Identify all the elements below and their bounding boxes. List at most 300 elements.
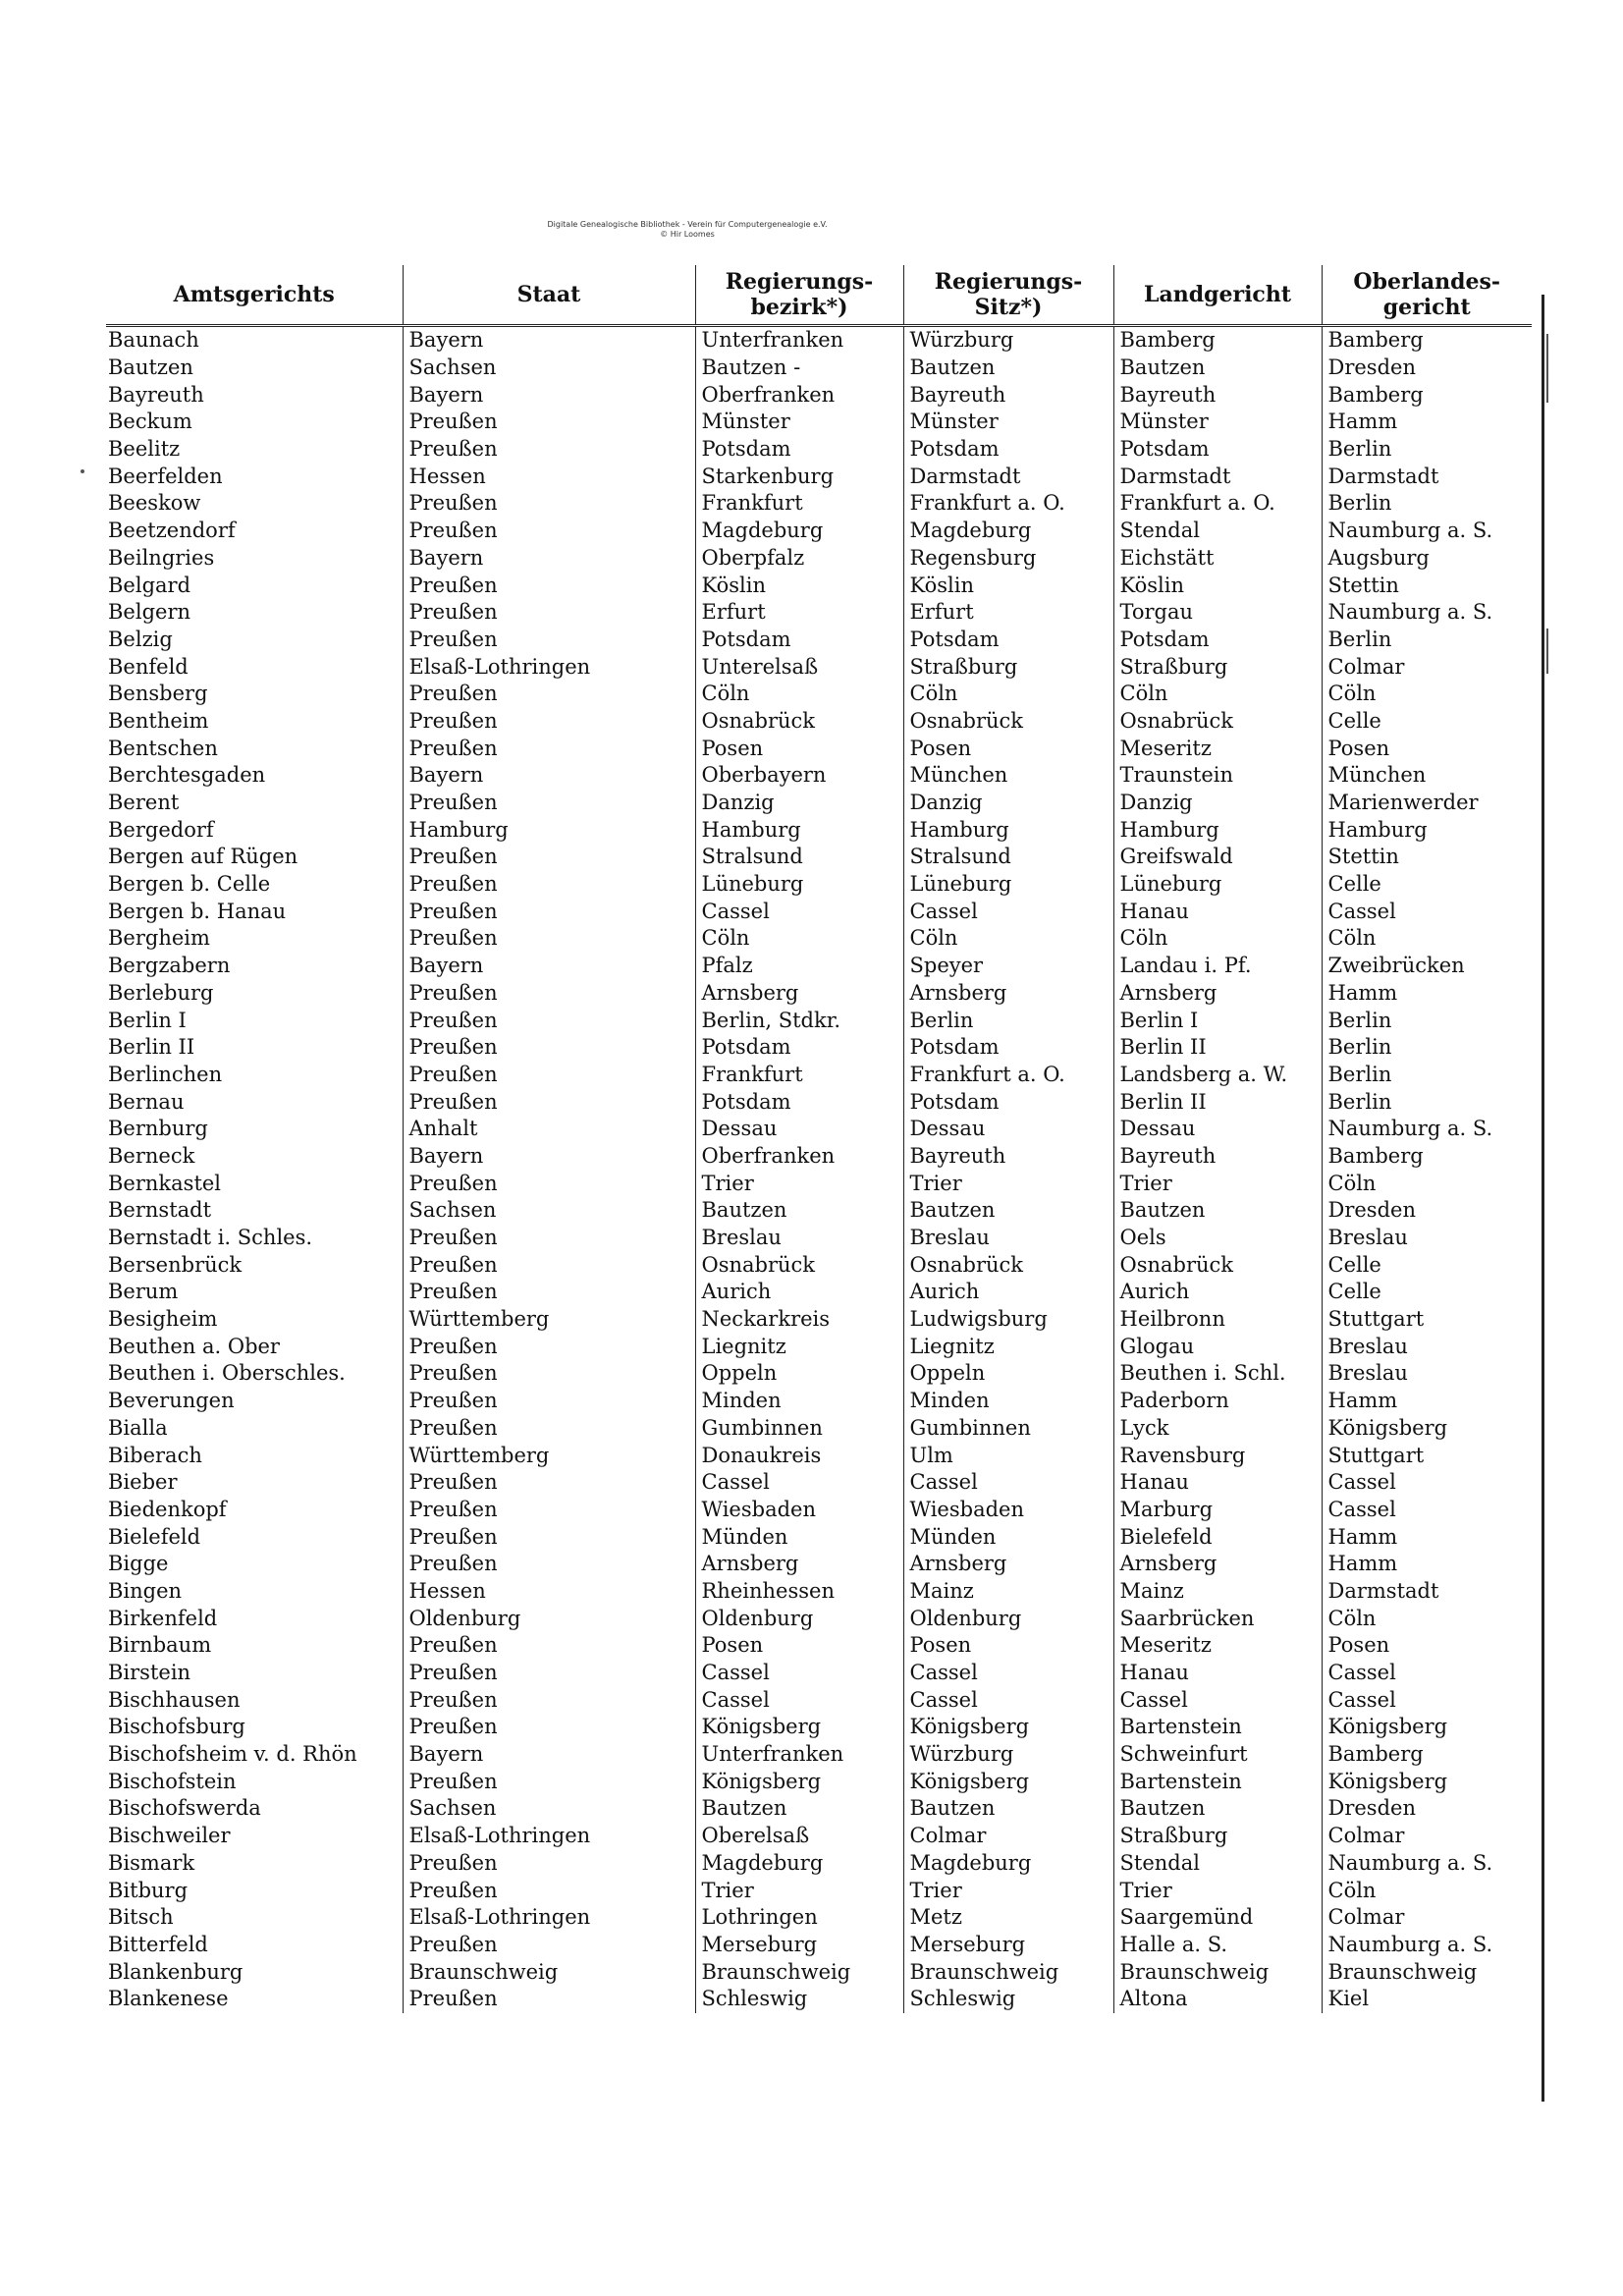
cell-amtsgericht: Bischofswerda (108, 1796, 261, 1821)
cell-oberlandesgericht: Colmar (1322, 653, 1532, 681)
cell-regierungsbezirk: Braunschweig (695, 1958, 903, 1986)
table-row (106, 545, 1532, 573)
cell-staat: Preußen (403, 681, 695, 708)
cell-regierungsbezirk: Danzig (695, 790, 903, 817)
cell-regierungsbezirk: Frankfurt (695, 490, 903, 518)
cell-amtsgericht: Beuthen a. Ober (108, 1334, 280, 1358)
cell-amtsgericht: Bentheim (108, 708, 209, 733)
cell-landgericht: Cassel (1113, 1686, 1322, 1714)
cell-regierungssitz: Trier (903, 1170, 1113, 1197)
cell-oberlandesgericht: Hamburg (1322, 816, 1532, 844)
table-row (106, 1497, 1532, 1524)
cell-oberlandesgericht: Zweibrücken (1322, 953, 1532, 980)
cell-oberlandesgericht: Cassel (1322, 1497, 1532, 1524)
cell-staat: Preußen (403, 1850, 695, 1878)
column-header-oberlandesgericht: Oberlandes-gericht (1322, 265, 1532, 326)
table-row (106, 1469, 1532, 1497)
cell-landgericht: Trier (1113, 1877, 1322, 1904)
cell-amtsgericht: Beelitz (108, 437, 181, 462)
cell-regierungsbezirk: Erfurt (695, 599, 903, 627)
cell-amtsgericht: Bischweiler (108, 1824, 231, 1848)
cell-amtsgericht: Bitburg (108, 1878, 189, 1902)
cell-regierungsbezirk: Schleswig (695, 1986, 903, 2013)
cell-staat: Preußen (403, 708, 695, 736)
cell-staat: Preußen (403, 1088, 695, 1116)
cell-regierungssitz: Braunschweig (903, 1958, 1113, 1986)
cell-amtsgericht: Bersenbrück (108, 1252, 243, 1277)
court-directory-table-wrap (106, 265, 1532, 2013)
cell-oberlandesgericht: Breslau (1322, 1360, 1532, 1388)
cell-regierungsbezirk: Unterfranken (695, 326, 903, 355)
cell-regierungsbezirk: Oberbayern (695, 762, 903, 790)
table-row (106, 1850, 1532, 1878)
cell-staat: Preußen (403, 925, 695, 953)
cell-staat: Bayern (403, 1143, 695, 1171)
cell-oberlandesgericht: Dresden (1322, 355, 1532, 382)
cell-amtsgericht: Bismark (108, 1850, 195, 1875)
cell-regierungssitz: Magdeburg (903, 518, 1113, 545)
cell-landgericht: Meseritz (1113, 735, 1322, 762)
cell-landgericht: Greifswald (1113, 844, 1322, 871)
cell-staat: Preußen (403, 898, 695, 925)
table-row (106, 1523, 1532, 1551)
cell-oberlandesgericht: Cöln (1322, 1605, 1532, 1632)
cell-amtsgericht: Biberach (108, 1443, 202, 1467)
cell-regierungssitz: Köslin (903, 572, 1113, 599)
cell-landgericht: Berlin I (1113, 1007, 1322, 1034)
cell-amtsgericht: Bergen b. Celle (108, 872, 271, 897)
cell-staat: Hamburg (403, 816, 695, 844)
cell-regierungsbezirk: Donaukreis (695, 1442, 903, 1469)
digitization-credit (491, 220, 884, 240)
table-row (106, 762, 1532, 790)
cell-staat: Hessen (403, 1578, 695, 1606)
cell-oberlandesgericht: Bamberg (1322, 326, 1532, 355)
cell-regierungsbezirk: Magdeburg (695, 518, 903, 545)
cell-landgericht: Marburg (1113, 1497, 1322, 1524)
table-row (106, 1660, 1532, 1687)
cell-regierungssitz: Metz (903, 1904, 1113, 1932)
cell-regierungssitz: Cassel (903, 1686, 1113, 1714)
cell-amtsgericht: Beerfelden (108, 464, 223, 488)
cell-staat: Sachsen (403, 1795, 695, 1823)
cell-amtsgericht: Berlin II (108, 1035, 195, 1060)
table-row (106, 653, 1532, 681)
table-row (106, 1551, 1532, 1578)
cell-staat: Preußen (403, 1333, 695, 1360)
cell-staat: Preußen (403, 1523, 695, 1551)
cell-amtsgericht: Bernau (108, 1089, 185, 1114)
cell-amtsgericht: Bingen (108, 1578, 183, 1603)
cell-landgericht: Oels (1113, 1225, 1322, 1252)
table-row (106, 844, 1532, 871)
table-row (106, 572, 1532, 599)
cell-regierungssitz: Dessau (903, 1116, 1113, 1143)
cell-staat: Preußen (403, 1714, 695, 1741)
cell-oberlandesgericht: Darmstadt (1322, 1578, 1532, 1606)
cell-staat: Preußen (403, 1986, 695, 2013)
cell-staat: Preußen (403, 1062, 695, 1089)
cell-landgericht: Trier (1113, 1170, 1322, 1197)
cell-regierungssitz: Colmar (903, 1823, 1113, 1850)
cell-regierungsbezirk: Potsdam (695, 436, 903, 464)
cell-amtsgericht: Bernstadt i. Schles. (108, 1226, 313, 1250)
table-row (106, 1143, 1532, 1171)
cell-oberlandesgericht: Naumburg a. S. (1322, 518, 1532, 545)
cell-amtsgericht: Baunach (108, 328, 199, 353)
cell-regierungssitz: München (903, 762, 1113, 790)
cell-landgericht: Stendal (1113, 1850, 1322, 1878)
cell-landgericht: Beuthen i. Schl. (1113, 1360, 1322, 1388)
cell-regierungsbezirk: Bautzen (695, 1197, 903, 1225)
cell-regierungsbezirk: Wiesbaden (695, 1497, 903, 1524)
cell-amtsgericht: Besigheim (108, 1307, 218, 1332)
cell-staat: Bayern (403, 1741, 695, 1769)
scan-mark (1546, 334, 1548, 403)
cell-regierungssitz: Aurich (903, 1279, 1113, 1306)
cell-amtsgericht: Bigge (108, 1552, 169, 1576)
cell-landgericht: Lyck (1113, 1415, 1322, 1443)
table-row (106, 1225, 1532, 1252)
cell-staat: Preußen (403, 1768, 695, 1795)
cell-oberlandesgericht: Berlin (1322, 1034, 1532, 1062)
cell-regierungsbezirk: Unterelsaß (695, 653, 903, 681)
cell-staat: Preußen (403, 518, 695, 545)
cell-landgericht: Meseritz (1113, 1632, 1322, 1660)
cell-regierungssitz: Frankfurt a. O. (903, 1062, 1113, 1089)
cell-staat: Preußen (403, 1225, 695, 1252)
table-body (106, 326, 1532, 2013)
cell-regierungssitz: Schleswig (903, 1986, 1113, 2013)
table-row (106, 871, 1532, 899)
cell-regierungssitz: Bautzen (903, 355, 1113, 382)
cell-regierungsbezirk: Cöln (695, 681, 903, 708)
cell-regierungsbezirk: Liegnitz (695, 1333, 903, 1360)
cell-staat: Preußen (403, 1632, 695, 1660)
cell-staat: Hessen (403, 463, 695, 490)
cell-regierungsbezirk: Trier (695, 1170, 903, 1197)
cell-landgericht: Hanau (1113, 1660, 1322, 1687)
cell-regierungssitz: Regensburg (903, 545, 1113, 573)
column-header-regierungsbezirk: Regierungs-bezirk*) (695, 265, 903, 326)
cell-regierungsbezirk: Osnabrück (695, 708, 903, 736)
cell-regierungsbezirk: Münster (695, 409, 903, 436)
table-row (106, 1251, 1532, 1279)
cell-landgericht: Berlin II (1113, 1088, 1322, 1116)
cell-staat: Preußen (403, 871, 695, 899)
cell-amtsgericht: Bergedorf (108, 817, 214, 842)
cell-regierungssitz: Gumbinnen (903, 1415, 1113, 1443)
cell-landgericht: Ravensburg (1113, 1442, 1322, 1469)
cell-regierungssitz: Osnabrück (903, 1251, 1113, 1279)
table-row (106, 355, 1532, 382)
cell-regierungsbezirk: Lothringen (695, 1904, 903, 1932)
table-row (106, 1714, 1532, 1741)
cell-regierungsbezirk: Bautzen (695, 1795, 903, 1823)
cell-regierungsbezirk: Köslin (695, 572, 903, 599)
table-row (106, 980, 1532, 1008)
cell-amtsgericht: Bergheim (108, 926, 210, 951)
cell-oberlandesgericht: Königsberg (1322, 1714, 1532, 1741)
cell-regierungssitz: Potsdam (903, 436, 1113, 464)
cell-amtsgericht: Berent (108, 791, 180, 815)
table-row (106, 1360, 1532, 1388)
cell-regierungssitz: Cöln (903, 681, 1113, 708)
cell-regierungsbezirk: Posen (695, 735, 903, 762)
cell-oberlandesgericht: Cassel (1322, 1660, 1532, 1687)
cell-oberlandesgericht: Breslau (1322, 1225, 1532, 1252)
cell-amtsgericht: Belzig (108, 627, 173, 651)
cell-oberlandesgericht: Braunschweig (1322, 1958, 1532, 1986)
cell-oberlandesgericht: Kiel (1322, 1986, 1532, 2013)
cell-regierungsbezirk: Pfalz (695, 953, 903, 980)
cell-regierungssitz: Minden (903, 1388, 1113, 1415)
cell-staat: Preußen (403, 790, 695, 817)
cell-landgericht: Danzig (1113, 790, 1322, 817)
table-row (106, 627, 1532, 654)
cell-staat: Bayern (403, 762, 695, 790)
table-row (106, 1686, 1532, 1714)
cell-staat: Bayern (403, 545, 695, 573)
cell-amtsgericht: Berleburg (108, 980, 214, 1005)
cell-regierungssitz: Posen (903, 735, 1113, 762)
cell-regierungsbezirk: Trier (695, 1877, 903, 1904)
cell-amtsgericht: Berlinchen (108, 1062, 223, 1086)
cell-regierungssitz: Potsdam (903, 627, 1113, 654)
table-row (106, 925, 1532, 953)
cell-regierungsbezirk: Potsdam (695, 1034, 903, 1062)
cell-landgericht: Berlin II (1113, 1034, 1322, 1062)
cell-oberlandesgericht: Posen (1322, 735, 1532, 762)
cell-regierungsbezirk: Königsberg (695, 1768, 903, 1795)
cell-regierungsbezirk: Posen (695, 1632, 903, 1660)
cell-amtsgericht: Bernstadt (108, 1198, 212, 1223)
cell-regierungssitz: Münster (903, 409, 1113, 436)
cell-amtsgericht: Beverungen (108, 1389, 235, 1413)
column-header-regierungssitz: Regierungs-Sitz*) (903, 265, 1113, 326)
cell-regierungssitz: Bayreuth (903, 381, 1113, 409)
cell-regierungsbezirk: Stralsund (695, 844, 903, 871)
cell-regierungsbezirk: Arnsberg (695, 1551, 903, 1578)
cell-landgericht: Darmstadt (1113, 463, 1322, 490)
table-row (106, 1958, 1532, 1986)
cell-oberlandesgericht: Cöln (1322, 1877, 1532, 1904)
cell-regierungssitz: Potsdam (903, 1034, 1113, 1062)
cell-regierungssitz: Königsberg (903, 1714, 1113, 1741)
cell-landgericht: Potsdam (1113, 627, 1322, 654)
cell-staat: Elsaß-Lothringen (403, 653, 695, 681)
header-row (106, 265, 1532, 326)
cell-landgericht: Arnsberg (1113, 980, 1322, 1008)
cell-staat: Preußen (403, 490, 695, 518)
table-row (106, 436, 1532, 464)
cell-regierungssitz: Speyer (903, 953, 1113, 980)
cell-amtsgericht: Bitterfeld (108, 1932, 208, 1956)
cell-landgericht: Straßburg (1113, 653, 1322, 681)
cell-staat: Bayern (403, 381, 695, 409)
cell-regierungsbezirk: Breslau (695, 1225, 903, 1252)
cell-regierungssitz: Bautzen (903, 1197, 1113, 1225)
cell-regierungssitz: Cassel (903, 1660, 1113, 1687)
cell-amtsgericht: Bialla (108, 1415, 168, 1440)
cell-staat: Preußen (403, 1415, 695, 1443)
cell-staat: Bayern (403, 953, 695, 980)
cell-landgericht: Halle a. S. (1113, 1932, 1322, 1959)
cell-regierungssitz: Frankfurt a. O. (903, 490, 1113, 518)
cell-oberlandesgericht: Königsberg (1322, 1415, 1532, 1443)
table-row (106, 1442, 1532, 1469)
cell-oberlandesgericht: Hamm (1322, 1551, 1532, 1578)
table-row (106, 1170, 1532, 1197)
cell-oberlandesgericht: Cöln (1322, 681, 1532, 708)
cell-regierungssitz: Magdeburg (903, 1850, 1113, 1878)
cell-landgericht: Bielefeld (1113, 1523, 1322, 1551)
table-row (106, 1062, 1532, 1089)
cell-oberlandesgericht: Celle (1322, 1279, 1532, 1306)
table-row (106, 1877, 1532, 1904)
cell-regierungssitz: Osnabrück (903, 708, 1113, 736)
cell-regierungssitz: Cassel (903, 1469, 1113, 1497)
cell-landgericht: Osnabrück (1113, 708, 1322, 736)
cell-regierungsbezirk: Gumbinnen (695, 1415, 903, 1443)
cell-amtsgericht: Bergzabern (108, 954, 231, 978)
cell-amtsgericht: Bieber (108, 1470, 178, 1495)
cell-oberlandesgericht: Augsburg (1322, 545, 1532, 573)
cell-amtsgericht: Bischofsburg (108, 1715, 245, 1739)
cell-amtsgericht: Berum (108, 1280, 179, 1304)
cell-amtsgericht: Bernkastel (108, 1171, 222, 1195)
cell-amtsgericht: Biedenkopf (108, 1497, 227, 1521)
cell-amtsgericht: Benfeld (108, 654, 189, 679)
cell-amtsgericht: Blankenese (108, 1987, 229, 2011)
cell-landgericht: Landsberg a. W. (1113, 1062, 1322, 1089)
table-header (106, 265, 1532, 326)
table-row (106, 409, 1532, 436)
cell-amtsgericht: Berneck (108, 1143, 195, 1168)
cell-oberlandesgericht: Stuttgart (1322, 1306, 1532, 1334)
cell-regierungsbezirk: Aurich (695, 1279, 903, 1306)
cell-staat: Preußen (403, 735, 695, 762)
cell-amtsgericht: Beilngries (108, 545, 215, 570)
cell-staat: Preußen (403, 436, 695, 464)
cell-oberlandesgericht: Bamberg (1322, 1741, 1532, 1769)
cell-landgericht: Arnsberg (1113, 1551, 1322, 1578)
cell-regierungssitz: Ulm (903, 1442, 1113, 1469)
cell-landgericht: Cöln (1113, 681, 1322, 708)
cell-staat: Bayern (403, 326, 695, 355)
cell-landgericht: Torgau (1113, 599, 1322, 627)
cell-landgericht: Hanau (1113, 1469, 1322, 1497)
table-row (106, 1034, 1532, 1062)
cell-landgericht: Straßburg (1113, 1823, 1322, 1850)
table-row (106, 1795, 1532, 1823)
cell-oberlandesgericht: Stettin (1322, 572, 1532, 599)
cell-regierungsbezirk: Berlin, Stdkr. (695, 1007, 903, 1034)
cell-staat: Preußen (403, 409, 695, 436)
cell-staat: Preußen (403, 572, 695, 599)
cell-regierungsbezirk: Minden (695, 1388, 903, 1415)
cell-landgericht: Glogau (1113, 1333, 1322, 1360)
cell-regierungsbezirk: Lüneburg (695, 871, 903, 899)
table-row (106, 463, 1532, 490)
cell-landgericht: Aurich (1113, 1279, 1322, 1306)
cell-staat: Preußen (403, 1170, 695, 1197)
cell-regierungssitz: Breslau (903, 1225, 1113, 1252)
cell-staat: Sachsen (403, 1197, 695, 1225)
cell-amtsgericht: Beeskow (108, 491, 201, 516)
table-row (106, 708, 1532, 736)
cell-regierungssitz: Cöln (903, 925, 1113, 953)
cell-landgericht: Eichstätt (1113, 545, 1322, 573)
cell-amtsgericht: Birstein (108, 1661, 191, 1685)
cell-amtsgericht: Belgern (108, 600, 191, 625)
court-directory-table (106, 265, 1532, 2013)
cell-landgericht: Schweinfurt (1113, 1741, 1322, 1769)
cell-amtsgericht: Beuthen i. Oberschles. (108, 1361, 346, 1386)
cell-landgericht: Altona (1113, 1986, 1322, 2013)
cell-regierungssitz: Mainz (903, 1578, 1113, 1606)
cell-landgericht: Stendal (1113, 518, 1322, 545)
cell-amtsgericht: Bayreuth (108, 382, 204, 407)
cell-landgericht: Münster (1113, 409, 1322, 436)
cell-oberlandesgericht: Breslau (1322, 1333, 1532, 1360)
cell-regierungsbezirk: Unterfranken (695, 1741, 903, 1769)
table-row (106, 816, 1532, 844)
cell-amtsgericht: Bergen auf Rügen (108, 845, 298, 869)
cell-landgericht: Hamburg (1113, 816, 1322, 844)
cell-regierungsbezirk: Cassel (695, 1686, 903, 1714)
cell-regierungsbezirk: Bautzen - (695, 355, 903, 382)
cell-regierungssitz: Danzig (903, 790, 1113, 817)
table-row (106, 599, 1532, 627)
table-row (106, 898, 1532, 925)
cell-oberlandesgericht: Celle (1322, 871, 1532, 899)
cell-landgericht: Bamberg (1113, 326, 1322, 355)
cell-regierungsbezirk: Königsberg (695, 1714, 903, 1741)
table-row (106, 1306, 1532, 1334)
cell-regierungsbezirk: Starkenburg (695, 463, 903, 490)
cell-regierungssitz: Würzburg (903, 326, 1113, 355)
cell-amtsgericht: Bischofstein (108, 1769, 237, 1793)
cell-regierungsbezirk: Potsdam (695, 1088, 903, 1116)
column-header-landgericht: Landgericht (1113, 265, 1322, 326)
cell-staat: Preußen (403, 1551, 695, 1578)
cell-regierungsbezirk: Oldenburg (695, 1605, 903, 1632)
cell-oberlandesgericht: Berlin (1322, 1007, 1532, 1034)
cell-regierungsbezirk: Cassel (695, 1660, 903, 1687)
table-row (106, 1116, 1532, 1143)
cell-landgericht: Bayreuth (1113, 381, 1322, 409)
cell-landgericht: Landau i. Pf. (1113, 953, 1322, 980)
cell-staat: Preußen (403, 1660, 695, 1687)
cell-landgericht: Bautzen (1113, 1795, 1322, 1823)
cell-amtsgericht: Blankenburg (108, 1959, 243, 1984)
cell-regierungsbezirk: Oberelsaß (695, 1823, 903, 1850)
cell-oberlandesgericht: Naumburg a. S. (1322, 599, 1532, 627)
cell-amtsgericht: Beckum (108, 410, 192, 434)
cell-amtsgericht: Bernburg (108, 1117, 208, 1141)
cell-oberlandesgericht: Cöln (1322, 1170, 1532, 1197)
table-row (106, 1823, 1532, 1850)
cell-oberlandesgericht: Hamm (1322, 409, 1532, 436)
table-row (106, 518, 1532, 545)
cell-landgericht: Bautzen (1113, 355, 1322, 382)
cell-staat: Elsaß-Lothringen (403, 1823, 695, 1850)
table-row (106, 1605, 1532, 1632)
cell-oberlandesgericht: Hamm (1322, 1523, 1532, 1551)
table-row (106, 490, 1532, 518)
cell-amtsgericht: Belgard (108, 573, 191, 597)
